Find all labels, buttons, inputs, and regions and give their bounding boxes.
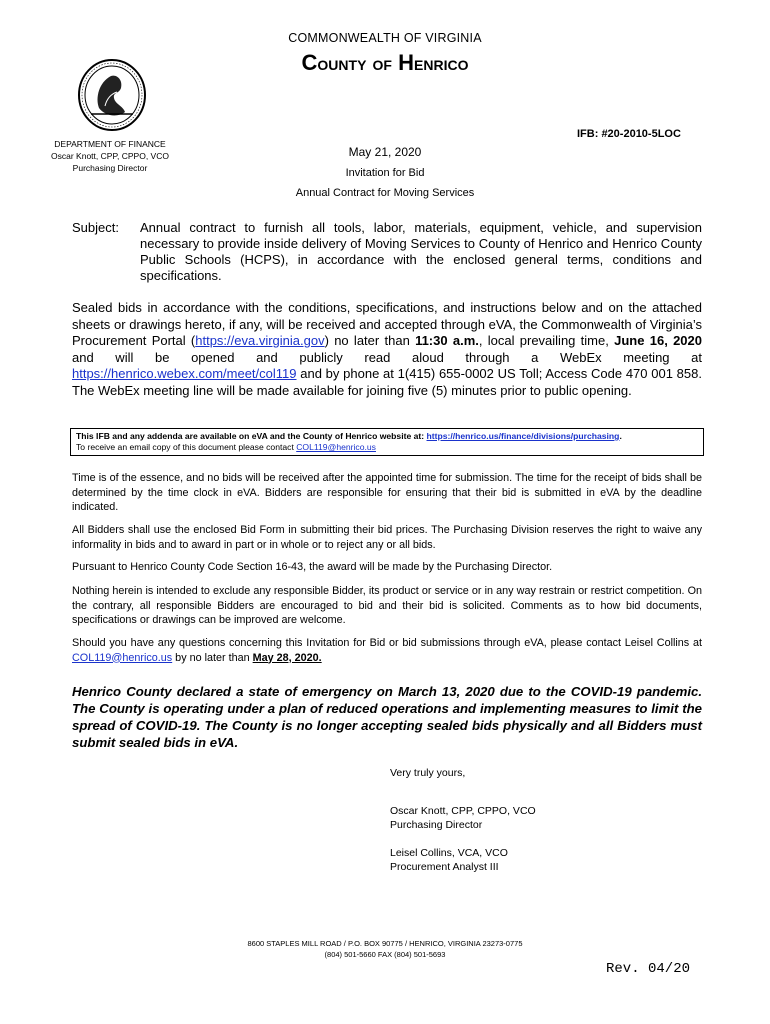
subject-label: Subject: xyxy=(72,220,119,235)
footer-address-line: 8600 STAPLES MILL ROAD / P.O. BOX 90775 / HENRICO, VIRGINIA 23273-0775 xyxy=(247,939,523,948)
notice-email-link[interactable]: COL119@henrico.us xyxy=(296,442,376,452)
sealed-part1: Sealed bids in accordance with the conditions, specifications, and instructions below and on the attached sheets or drawings hereto, if any, will be received and accepted through eVA, the Commonwealth of Virginia’s Procurement Portal ( xyxy=(72,300,702,348)
notice-line2-text: To receive an email copy of this document please contact xyxy=(76,442,297,452)
bid-form-paragraph: All Bidders shall use the enclosed Bid Form in submitting their bid prices. The Purchasing Division reserves the right to waive any informality in bids and to award in part or in whole or to reject any or all bids. xyxy=(72,524,702,551)
county-ounty: OUNTY xyxy=(317,57,367,73)
questions-part1: Should you have any questions concerning this Invitation for Bid or bid submissions through eVA, please contact Leisel Collins at xyxy=(72,637,702,649)
signature-block-director xyxy=(390,804,536,832)
sealed-part3: , local prevailing time, xyxy=(478,333,615,348)
signature-name: Oscar Knott, CPP, CPPO, VCO xyxy=(390,805,536,817)
sealed-part5: and by phone at 1(415) 655-0002 US Toll; Access Code 470 001 858. The WebEx meeting line will be made available for joining five (5) minutes prior to public opening. xyxy=(72,366,702,398)
addenda-notice-box xyxy=(70,428,704,456)
notice-line1-text: This IFB and any addenda are available on eVA and the County of Henrico website at: xyxy=(76,431,427,441)
signature-title: Purchasing Director xyxy=(390,819,483,831)
subject-text: Annual contract to furnish all tools, labor, materials, equipment, vehicle, and supervision necessary to provide inside delivery of Moving Services to County of Henrico and Henrico County Public Schools (HCPS), in accordance with the enclosed general terms, conditions and specifications. xyxy=(140,220,702,283)
signature-block-analyst xyxy=(390,846,508,874)
sealed-bids-paragraph xyxy=(72,300,702,399)
footer-address xyxy=(0,938,770,960)
purchasing-website-link[interactable]: https://henrico.us/finance/divisions/purchasing xyxy=(426,431,620,441)
commonwealth-heading: COMMONWEALTH OF VIRGINIA xyxy=(288,31,482,45)
department-block xyxy=(40,138,180,174)
questions-email-link[interactable]: COL119@henrico.us xyxy=(72,651,173,664)
county-enrico: ENRICO xyxy=(414,57,469,73)
sealed-part4: and will be opened and publicly read aloud through a WebEx meeting at xyxy=(72,349,702,365)
sealed-part2: ) no later than xyxy=(324,333,416,348)
county-h: H xyxy=(398,50,415,75)
questions-deadline: May 28, 2020. xyxy=(252,651,322,664)
department-director: Oscar Knott, CPP, CPPO, VCO xyxy=(51,151,169,161)
notice-line1-end: . xyxy=(619,431,622,441)
sealed-date: June 16, 2020 xyxy=(614,333,702,348)
department-name: DEPARTMENT OF FINANCE xyxy=(54,139,166,149)
closing-salutation: Very truly yours, xyxy=(390,767,466,779)
invitation-label: Invitation for Bid xyxy=(345,167,425,179)
county-c: C xyxy=(301,50,318,75)
questions-part2: by no later than xyxy=(172,651,253,664)
webex-link[interactable]: https://henrico.webex.com/meet/col119 xyxy=(72,366,297,381)
letter-date: May 21, 2020 xyxy=(348,145,422,159)
sealed-time: 11:30 a.m. xyxy=(415,333,479,348)
revision-label: Rev. 04/20 xyxy=(606,961,691,977)
time-essence-paragraph: Time is of the essence, and no bids will be received after the appointed time for submission. The time for the receipt of bids shall be determined by the time clock in eVA. Bidders are responsible for ensuring that their bid is submitted in eVA by the deadline indicated. xyxy=(72,472,702,513)
notice-line1 xyxy=(76,431,698,442)
footer-phone-line: (804) 501-5660 FAX (804) 501-5693 xyxy=(324,950,446,959)
code-section-paragraph: Pursuant to Henrico County Code Section 16-43, the award will be made by the Purchasing Director. xyxy=(72,561,553,573)
questions-paragraph xyxy=(72,636,702,665)
signature-name: Leisel Collins, VCA, VCO xyxy=(390,847,508,859)
nothing-herein-paragraph: Nothing herein is intended to exclude any responsible Bidder, its product or service or in any way restrain or restrict competition. On the contrary, all responsible Bidders are encouraged to bid and their bid is solicited. Comments as to how bid documents, specifications or drawings can be improved are welcome. xyxy=(72,585,702,626)
department-title: Purchasing Director xyxy=(72,163,148,173)
county-of: OF xyxy=(372,57,392,73)
notice-line2 xyxy=(76,442,698,453)
covid-notice: Henrico County declared a state of emergency on March 13, 2020 due to the COVID-19 pandemic. The County is operating under a plan of reduced operations and implementing measures to limit the spread of COVID-19. The County is no longer accepting sealed bids physically and all Bidders must submit sealed bids in eVA. xyxy=(72,684,702,750)
contract-title: Annual Contract for Moving Services xyxy=(295,187,475,199)
signature-title: Procurement Analyst III xyxy=(390,861,499,873)
county-seal-icon xyxy=(77,58,147,132)
eva-link[interactable]: https://eva.virginia.gov xyxy=(195,333,325,348)
ifb-number: IFB: #20-2010-5LOC xyxy=(577,128,681,140)
